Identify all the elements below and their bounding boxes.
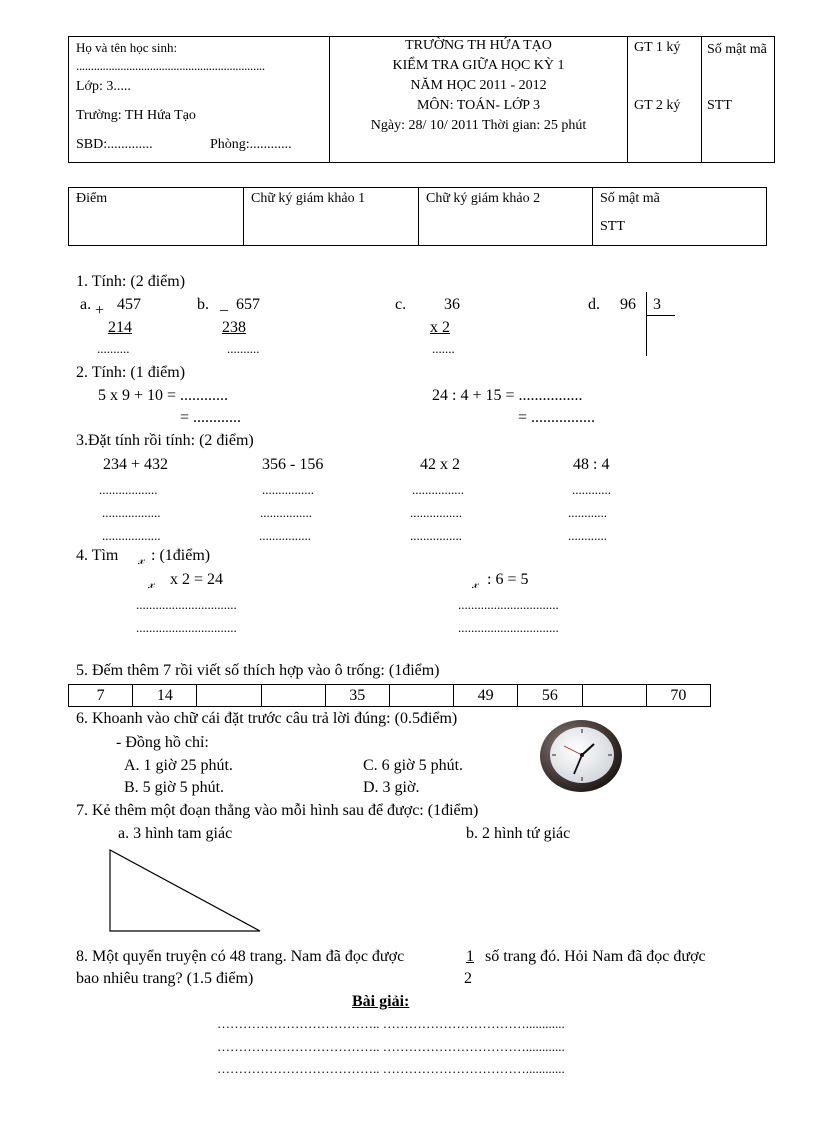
q5-cell: 14 bbox=[133, 685, 197, 707]
q2-expr-1: 5 x 9 + 10 = ............ bbox=[98, 387, 229, 404]
q3-problem-1: 234 + 432 bbox=[103, 456, 169, 473]
q4-title-post: : (1điểm) bbox=[151, 547, 211, 564]
q1-a-bottom: 214 bbox=[108, 319, 132, 336]
q4-dots: ............................... bbox=[136, 620, 237, 635]
school-name: TRƯỜNG TH HỨA TẠO bbox=[405, 38, 552, 53]
q1-c-bottom: x 2 bbox=[430, 319, 450, 336]
examiner1-label: Chữ ký giám khảo 1 bbox=[251, 191, 366, 206]
q1-c-dots: ....... bbox=[432, 341, 455, 356]
triangle-figure[interactable] bbox=[108, 848, 264, 934]
q7-title: 7. Kẻ thêm một đoạn thẳng vào mỗi hình sau để được: (1điểm) bbox=[76, 802, 479, 819]
q8-line1-pre: 8. Một quyển truyện có 48 trang. Nam đã đọc được bbox=[76, 948, 405, 965]
q8-line2: bao nhiêu trang? (1.5 điểm) bbox=[76, 970, 254, 987]
q3-dots: ................ bbox=[259, 528, 311, 543]
clock-icon bbox=[538, 718, 624, 794]
solution-heading: Bài giải: bbox=[352, 993, 410, 1010]
q5-sequence-table bbox=[68, 684, 711, 707]
q1-b-dots: .......... bbox=[227, 341, 260, 356]
q1-a-dots: .......... bbox=[97, 341, 130, 356]
q1-d-divisor: 3 bbox=[653, 296, 661, 313]
q1-c-top: 36 bbox=[444, 296, 460, 313]
solution-dots: ……………………………….. ……………………………............ bbox=[217, 1061, 565, 1076]
q4-equation-1: x 2 = 24 bbox=[170, 571, 224, 588]
school-year: NĂM HỌC 2011 - 2012 bbox=[410, 78, 547, 93]
school-label: Trường: TH Hứa Tạo bbox=[76, 108, 196, 123]
q4-equation-2: : 6 = 5 bbox=[487, 571, 529, 588]
score-label: Điểm bbox=[76, 191, 108, 206]
q1-b-sign: _ bbox=[220, 296, 228, 313]
gt1-label: GT 1 ký bbox=[634, 40, 681, 55]
class-label: Lớp: 3..... bbox=[76, 79, 131, 94]
q7-part-a: a. 3 hình tam giác bbox=[118, 825, 233, 842]
q4-x-symbol: 𝓍 bbox=[148, 576, 155, 591]
q3-problem-2: 356 - 156 bbox=[262, 456, 324, 473]
q3-dots: .................. bbox=[99, 482, 158, 497]
q4-dots: ............................... bbox=[136, 597, 237, 612]
q4-dots: ............................... bbox=[458, 597, 559, 612]
header-divider-3 bbox=[701, 36, 702, 163]
q6-option-c[interactable]: C. 6 giờ 5 phút. bbox=[363, 757, 464, 774]
sbd-label: SBD:............. bbox=[76, 137, 153, 152]
q3-dots: .................. bbox=[102, 528, 161, 543]
score-divider-3 bbox=[592, 187, 593, 246]
q3-dots: ............ bbox=[568, 528, 607, 543]
q3-dots: ................ bbox=[410, 505, 462, 520]
q3-dots: ................ bbox=[262, 482, 314, 497]
q1-title: 1. Tính: (2 điểm) bbox=[76, 273, 186, 290]
room-label: Phòng:............ bbox=[210, 137, 292, 152]
q2-expr-2b: = ................ bbox=[518, 409, 596, 426]
q6-option-d[interactable]: D. 3 giờ. bbox=[363, 779, 420, 796]
q1-d-label: d. bbox=[588, 296, 600, 313]
q2-expr-1b: = ............ bbox=[180, 409, 242, 426]
q5-cell[interactable] bbox=[261, 685, 325, 707]
q4-title-pre: 4. Tìm bbox=[76, 547, 119, 564]
student-name-label: Họ và tên học sinh: bbox=[76, 40, 178, 55]
q1-b-label: b. bbox=[197, 296, 209, 313]
q6-option-b[interactable]: B. 5 giờ 5 phút. bbox=[124, 779, 225, 796]
q1-d-dividend: 96 bbox=[620, 296, 636, 313]
q1-c-label: c. bbox=[395, 296, 407, 313]
q6-subtitle: - Đồng hồ chỉ: bbox=[116, 734, 209, 751]
q5-cell: 35 bbox=[325, 685, 389, 707]
q2-title: 2. Tính: (1 điểm) bbox=[76, 364, 186, 381]
score-stt: STT bbox=[600, 219, 625, 234]
q3-title: 3.Đặt tính rồi tính: (2 điểm) bbox=[76, 432, 254, 449]
gt2-label: GT 2 ký bbox=[634, 98, 681, 113]
date-time: Ngày: 28/ 10/ 2011 Thời gian: 25 phút bbox=[370, 118, 587, 133]
q3-dots: ................ bbox=[412, 482, 464, 497]
score-so-mat-ma: Số mật mã bbox=[600, 191, 660, 206]
q8-line1-post: số trang đó. Hỏi Nam đã đọc được bbox=[485, 948, 706, 965]
q1-b-bottom: 238 bbox=[222, 319, 246, 336]
q5-title: 5. Đếm thêm 7 rồi viết số thích hợp vào ô trống: (1điểm) bbox=[76, 662, 440, 679]
q6-option-a[interactable]: A. 1 giờ 25 phút. bbox=[124, 757, 233, 774]
q1-a-label: a. bbox=[80, 296, 92, 313]
q3-dots: ............ bbox=[568, 505, 607, 520]
q4-x-symbol: 𝓍 bbox=[472, 576, 479, 591]
student-name-dots: ................................................................ bbox=[76, 58, 265, 73]
q2-expr-2: 24 : 4 + 15 = ................ bbox=[432, 387, 583, 404]
score-divider-2 bbox=[418, 187, 419, 246]
q5-cell[interactable] bbox=[582, 685, 646, 707]
examiner2-label: Chữ ký giám khảo 2 bbox=[426, 191, 541, 206]
q5-cell: 49 bbox=[453, 685, 517, 707]
q5-cell[interactable] bbox=[197, 685, 261, 707]
q3-dots: ................ bbox=[260, 505, 312, 520]
q8-fraction-denominator: 2 bbox=[464, 970, 472, 987]
solution-dots: ……………………………….. ……………………………............ bbox=[217, 1016, 565, 1031]
q7-part-b: b. 2 hình tứ giác bbox=[466, 825, 571, 842]
q5-cell: 56 bbox=[518, 685, 582, 707]
header-stt: STT bbox=[707, 98, 732, 113]
score-divider-1 bbox=[243, 187, 244, 246]
q1-b-top: 657 bbox=[236, 296, 260, 313]
q6-title: 6. Khoanh vào chữ cái đặt trước câu trả lời đúng: (0.5điểm) bbox=[76, 710, 458, 727]
q3-dots: ............ bbox=[572, 482, 611, 497]
q3-dots: .................. bbox=[102, 505, 161, 520]
exam-name: KIỂM TRA GIỮA HỌC KỲ 1 bbox=[392, 58, 565, 73]
header-divider-2 bbox=[627, 36, 628, 163]
solution-dots: ……………………………….. ……………………………............ bbox=[217, 1039, 565, 1054]
q3-dots: ................ bbox=[410, 528, 462, 543]
q4-dots: ............................... bbox=[458, 620, 559, 635]
q3-problem-4: 48 : 4 bbox=[573, 456, 610, 473]
subject: MÔN: TOÁN- LỚP 3 bbox=[416, 98, 541, 113]
q1-a-top: 457 bbox=[117, 296, 141, 313]
q4-x-symbol: 𝓍 bbox=[138, 552, 145, 567]
q8-fraction-numerator: 1 bbox=[466, 948, 474, 965]
q5-cell: 70 bbox=[646, 685, 710, 707]
q5-cell[interactable] bbox=[389, 685, 453, 707]
q5-cell: 7 bbox=[69, 685, 133, 707]
q3-problem-3: 42 x 2 bbox=[420, 456, 460, 473]
header-so-mat-ma: Số mật mã bbox=[707, 42, 767, 57]
q1-d-division-bar bbox=[646, 292, 647, 356]
q1-d-division-rule bbox=[646, 315, 675, 316]
q1-a-sign: + bbox=[95, 302, 105, 319]
